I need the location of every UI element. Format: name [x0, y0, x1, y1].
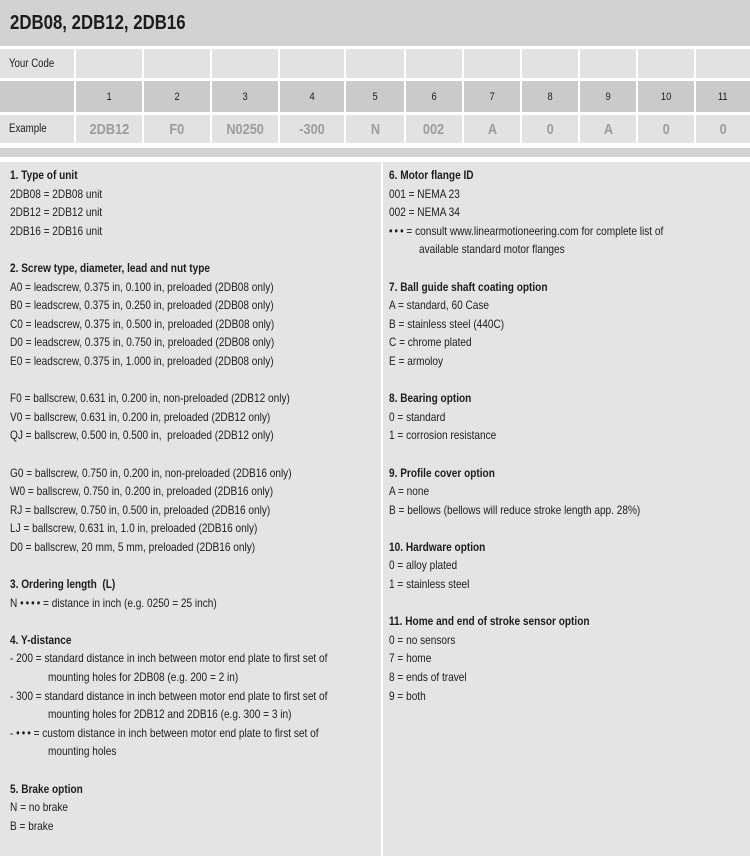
position-cell: [346, 81, 404, 112]
spec-line-text: available standard motor flanges: [419, 242, 565, 257]
spec-line-text: B = brake: [10, 818, 54, 833]
example-value-cell-text: 002: [423, 120, 445, 138]
your-code-entry-cell: [212, 49, 278, 78]
example-value-cell-text: 0: [546, 120, 554, 138]
spec-line-text: 2DB16 = 2DB16 unit: [10, 223, 103, 238]
section-heading-text: 4. Y-distance: [10, 632, 72, 647]
spec-line-text: 002 = NEMA 34: [389, 205, 460, 220]
example-value-cell-text: F0: [169, 120, 185, 138]
spec-line-text: mounting holes for 2DB12 and 2DB16 (e.g. 300 = 3 in): [48, 707, 292, 722]
spec-line-text: 9 = both: [389, 688, 426, 703]
spec-line: [10, 798, 381, 817]
example-value-cell: [212, 115, 278, 143]
example-value-cell: [638, 115, 694, 143]
spec-line: [10, 538, 381, 557]
your-code-entry-cell: [696, 49, 750, 78]
your-code-label-cell: [0, 49, 74, 78]
position-cell-text: 1: [106, 90, 112, 103]
spec-column-right: [383, 162, 750, 856]
spec-line-text: 0 = standard: [389, 409, 446, 424]
spec-line: [10, 203, 381, 222]
example-value-cell: [76, 115, 142, 143]
section-heading: [389, 166, 750, 185]
spec-line: [389, 185, 750, 204]
spec-line-text: F0 = ballscrew, 0.631 in, 0.200 in, non-preloaded (2DB12 only): [10, 391, 290, 406]
spec-line: [389, 482, 750, 501]
spec-line: [10, 333, 381, 352]
spec-line-text: D0 = leadscrew, 0.375 in, 0.750 in, preloaded (2DB08 only): [10, 335, 275, 350]
your-code-entry-cell: [280, 49, 344, 78]
spec-line: [389, 203, 750, 222]
spec-line: [389, 687, 750, 706]
spec-line-blank: [10, 445, 381, 464]
position-cell-text: 10: [660, 90, 672, 103]
section-heading-text: 5. Brake option: [10, 781, 83, 796]
code-table: [0, 49, 750, 143]
position-cell-text: 2: [174, 90, 180, 103]
spec-line-text: 0 = no sensors: [389, 632, 456, 647]
position-cell: [522, 81, 578, 112]
example-value-cell: [464, 115, 520, 143]
spec-line: [10, 352, 381, 371]
section-heading: [10, 575, 381, 594]
section-heading-text: 10. Hardware option: [389, 539, 486, 554]
spec-line: [389, 240, 750, 259]
section-heading-text: 2. Screw type, diameter, lead and nut type: [10, 260, 210, 275]
spec-line: [389, 408, 750, 427]
position-cell-text: 11: [718, 90, 728, 103]
example-value-cell: [280, 115, 344, 143]
spec-line: [389, 501, 750, 520]
spec-line: [389, 315, 750, 334]
spec-line: [389, 222, 750, 241]
position-cell-text: 3: [242, 90, 248, 103]
section-heading-text: 6. Motor flange ID: [389, 168, 474, 182]
spec-line-text: 8 = ends of travel: [389, 670, 467, 685]
example-label-cell: [0, 115, 74, 143]
position-cell-text: 7: [489, 90, 495, 103]
spec-line-text: B0 = leadscrew, 0.375 in, 0.250 in, preloaded (2DB08 only): [10, 298, 274, 313]
spec-line: [10, 519, 381, 538]
section-heading: [10, 631, 381, 650]
spec-line-text: QJ = ballscrew, 0.500 in, 0.500 in, preloaded (2DB12 only): [10, 428, 274, 443]
spec-line-text: 1 = corrosion resistance: [389, 428, 497, 443]
spec-line: [389, 426, 750, 445]
spec-line: [10, 185, 381, 204]
spec-line-text: N • • • • = distance in inch (e.g. 0250 = 25 inch): [10, 595, 217, 610]
your-code-entry-cell: [464, 49, 520, 78]
spec-line: [389, 575, 750, 594]
section-heading-text: 3. Ordering length (L): [10, 577, 116, 592]
section-heading: [10, 780, 381, 799]
example-value-cell-text: N: [370, 120, 380, 138]
spec-line-text: C = chrome plated: [389, 335, 472, 350]
example-value-cell-text: 2DB12: [89, 120, 129, 138]
spec-line: [10, 408, 381, 427]
example-value-cell: [406, 115, 462, 143]
spec-section: [389, 278, 750, 371]
spec-line-text: A = none: [389, 484, 430, 499]
spec-line: [389, 296, 750, 315]
spec-line-text: 0 = alloy plated: [389, 558, 458, 573]
section-heading-text: 9. Profile cover option: [389, 465, 495, 480]
spec-line-text: V0 = ballscrew, 0.631 in, 0.200 in, preloaded (2DB12 only): [10, 409, 271, 424]
spec-section: [389, 612, 750, 705]
position-cell: [580, 81, 636, 112]
position-cell-text: 5: [372, 90, 378, 103]
spec-line-text: - • • • = custom distance in inch between motor end plate to first set of: [10, 725, 319, 740]
your-code-entry-cell: [580, 49, 636, 78]
position-cell: [696, 81, 750, 112]
your-code-entry-cell: [406, 49, 462, 78]
your-code-label-cell-text: Your Code: [9, 57, 55, 70]
example-label-cell-text: Example: [9, 123, 47, 135]
position-cell: [76, 81, 142, 112]
your-code-entry-cell: [522, 49, 578, 78]
spec-line: [10, 222, 381, 241]
page-header: [0, 0, 750, 46]
your-code-entry-cell: [638, 49, 694, 78]
spec-line-text: E0 = leadscrew, 0.375 in, 1.000 in, preloaded (2DB08 only): [10, 353, 274, 368]
section-heading-text: 7. Ball guide shaft coating option: [389, 279, 548, 294]
spec-line: [389, 668, 750, 687]
spec-section: [389, 166, 750, 259]
your-code-entry-cell: [76, 49, 142, 78]
position-cell-text: 4: [309, 90, 315, 103]
spec-line: [10, 649, 381, 668]
spec-line-text: LJ = ballscrew, 0.631 in, 1.0 in, preloaded (2DB16 only): [10, 521, 258, 536]
spec-line: [10, 742, 381, 761]
position-cell: [212, 81, 278, 112]
your-code-entry-cell: [346, 49, 404, 78]
your-code-entry-cell: [144, 49, 210, 78]
section-heading: [389, 464, 750, 483]
example-value-cell-text: N0250: [226, 120, 264, 138]
section-heading-text: 11. Home and end of stroke sensor option: [389, 614, 590, 629]
position-blank-cell: [0, 81, 74, 112]
example-value-cell-text: A: [487, 120, 497, 138]
spec-line-text: RJ = ballscrew, 0.750 in, 0.500 in, preloaded (2DB16 only): [10, 502, 271, 517]
spec-line: [389, 352, 750, 371]
spec-line-blank: [10, 371, 381, 390]
spec-section: [10, 780, 381, 836]
example-value-cell: [522, 115, 578, 143]
spec-section: [10, 259, 381, 557]
spec-section: [389, 389, 750, 445]
example-value-cell-text: 0: [719, 120, 727, 138]
spec-line-text: C0 = leadscrew, 0.375 in, 0.500 in, preloaded (2DB08 only): [10, 316, 275, 331]
spec-line-text: E = armoloy: [389, 353, 444, 368]
spec-line-text: 001 = NEMA 23: [389, 186, 460, 201]
spec-line: [10, 687, 381, 706]
section-heading: [389, 389, 750, 408]
spec-line-text: A0 = leadscrew, 0.375 in, 0.100 in, preloaded (2DB08 only): [10, 279, 274, 294]
spec-line: [10, 426, 381, 445]
position-cell: [638, 81, 694, 112]
spec-line-text: 1 = stainless steel: [389, 577, 470, 592]
example-value-cell: [696, 115, 750, 143]
spec-line: [10, 278, 381, 297]
spec-line: [10, 464, 381, 483]
spec-section: [389, 464, 750, 520]
example-value-cell-text: A: [603, 120, 613, 138]
spec-line-text: G0 = ballscrew, 0.750 in, 0.200 in, non-preloaded (2DB16 only): [10, 465, 292, 480]
spec-line: [389, 649, 750, 668]
example-value-cell: [144, 115, 210, 143]
spec-line-text: - 300 = standard distance in inch between motor end plate to first set of: [10, 688, 328, 703]
spec-section: [10, 575, 381, 612]
separator-bar: [0, 148, 750, 157]
spec-line-text: 2DB08 = 2DB08 unit: [10, 186, 103, 201]
spec-section: [10, 166, 381, 240]
spec-line-text: N = no brake: [10, 800, 68, 815]
spec-section: [10, 631, 381, 761]
spec-line-text: A = standard, 60 Case: [389, 298, 490, 313]
spec-content: [0, 162, 750, 856]
position-cell: [144, 81, 210, 112]
spec-line-text: • • • = consult www.linearmotioneering.com for complete list of: [389, 223, 664, 238]
position-cell-text: 8: [547, 90, 553, 103]
section-heading: [389, 278, 750, 297]
spec-line: [10, 501, 381, 520]
spec-line-text: 2DB12 = 2DB12 unit: [10, 205, 103, 220]
spec-line-text: mounting holes for 2DB08 (e.g. 200 = 2 in): [48, 670, 239, 685]
spec-line: [10, 389, 381, 408]
spec-line: [389, 333, 750, 352]
spec-line: [10, 315, 381, 334]
spec-line-text: 7 = home: [389, 651, 432, 666]
spec-line-text: D0 = ballscrew, 20 mm, 5 mm, preloaded (2DB16 only): [10, 539, 256, 554]
spec-line-text: B = stainless steel (440C): [389, 316, 505, 331]
section-heading: [10, 259, 381, 278]
example-value-cell: [346, 115, 404, 143]
position-cell-text: 6: [431, 90, 437, 103]
spec-line-text: B = bellows (bellows will reduce stroke length app. 28%): [389, 502, 641, 517]
spec-line: [389, 631, 750, 650]
example-value-cell: [580, 115, 636, 143]
spec-line-text: mounting holes: [48, 744, 117, 759]
example-value-cell-text: 0: [662, 120, 670, 138]
spec-section: [389, 538, 750, 594]
position-cell: [280, 81, 344, 112]
section-heading-text: 8. Bearing option: [389, 391, 472, 406]
section-heading: [389, 612, 750, 631]
position-cell-text: 9: [605, 90, 611, 103]
spec-line-text: W0 = ballscrew, 0.750 in, 0.200 in, preloaded (2DB16 only): [10, 484, 274, 499]
spec-line: [10, 668, 381, 687]
spec-line: [10, 594, 381, 613]
spec-line: [389, 556, 750, 575]
spec-line-text: - 200 = standard distance in inch between motor end plate to first set of: [10, 651, 328, 666]
spec-line: [10, 724, 381, 743]
spec-line: [10, 705, 381, 724]
page-title: 2DB08, 2DB12, 2DB16: [10, 11, 186, 34]
spec-line: [10, 296, 381, 315]
section-heading: [389, 538, 750, 557]
spec-line: [10, 817, 381, 836]
position-cell: [406, 81, 462, 112]
spec-line: [10, 482, 381, 501]
spec-column-left: [0, 162, 381, 856]
position-cell: [464, 81, 520, 112]
section-heading: [10, 166, 381, 185]
example-value-cell-text: -300: [299, 120, 325, 138]
section-heading-text: 1. Type of unit: [10, 168, 78, 182]
